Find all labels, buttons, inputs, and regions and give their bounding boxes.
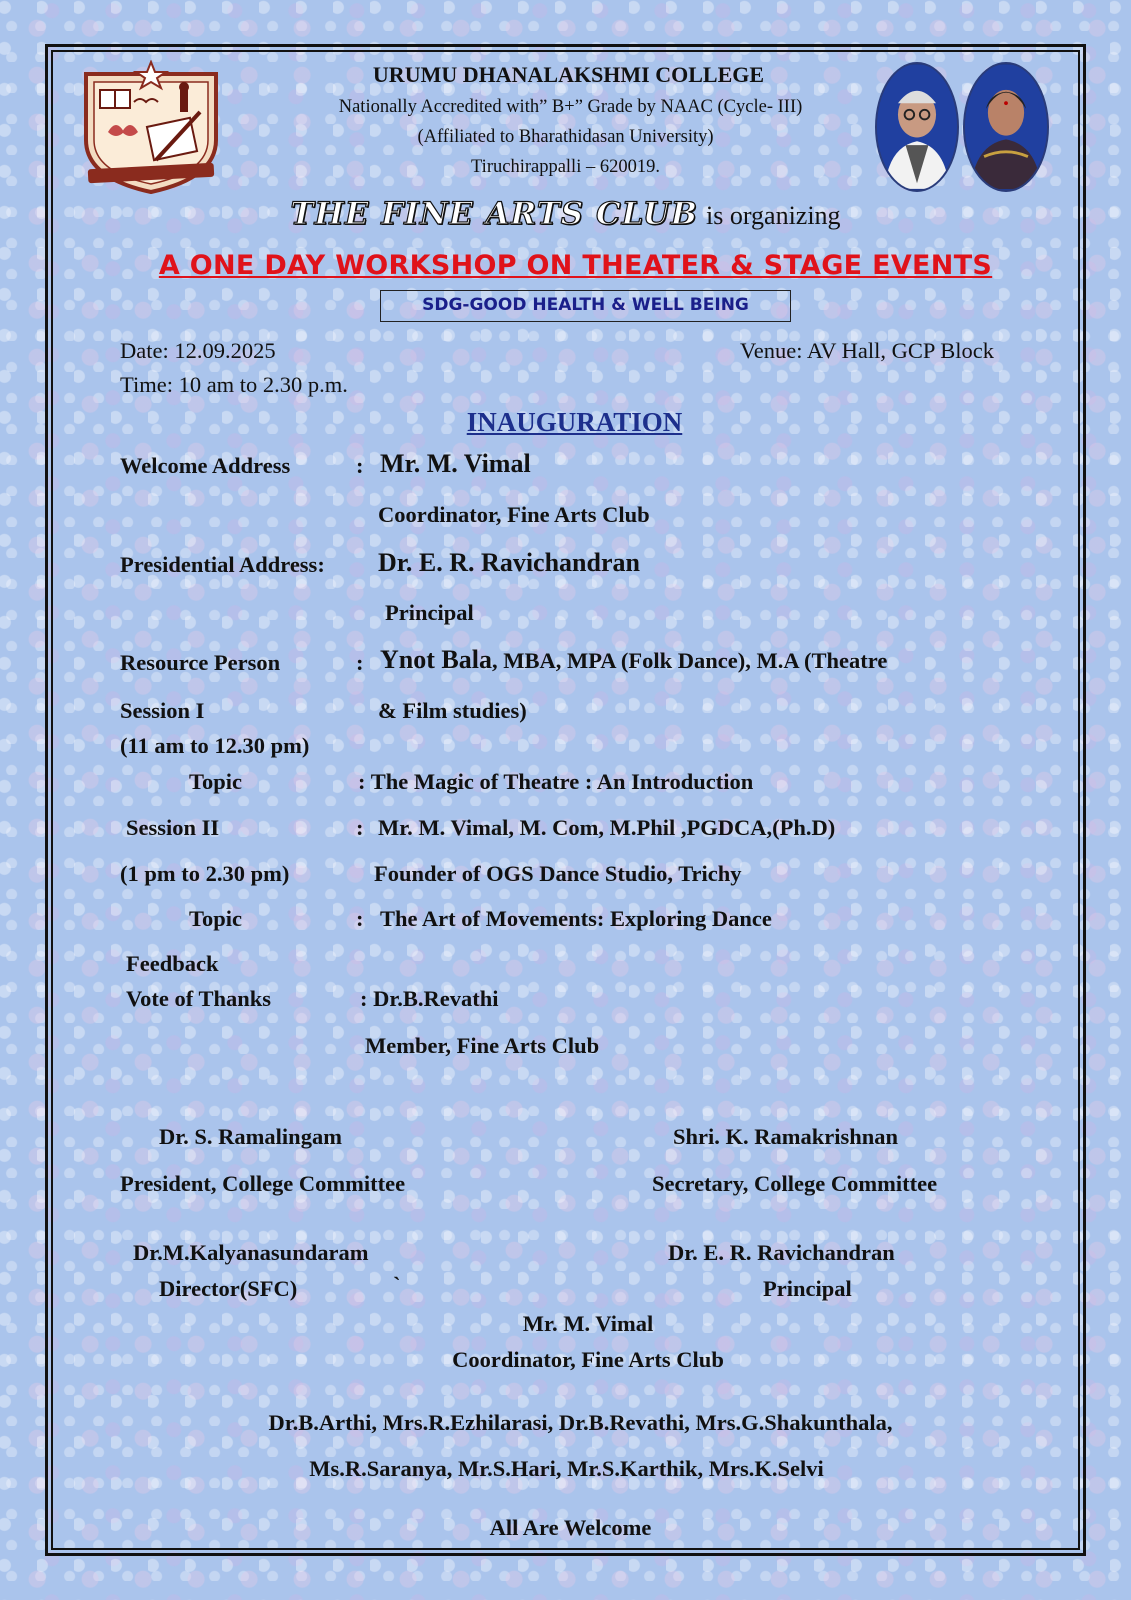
presidential-label: Presidential Address: — [120, 552, 325, 577]
resource-person — [380, 645, 887, 675]
resource-qualifications: , MBA, MPA (Folk Dance), M.A (Theatre — [491, 648, 888, 673]
president-name: Dr. S. Ramalingam — [159, 1124, 342, 1149]
thanks-role: Member, Fine Arts Club — [365, 1033, 600, 1058]
sdg-badge: SDG-GOOD HEALTH & WELL BEING — [380, 290, 791, 322]
all-are-welcome: All Are Welcome — [489, 1515, 652, 1540]
workshop-title: A ONE DAY WORKSHOP ON THEATER & STAGE EVENTS — [158, 250, 993, 281]
session1-label: Session I — [120, 698, 205, 723]
resource-label: Resource Person — [120, 650, 281, 675]
presidential-name: Dr. E. R. Ravichandran — [378, 548, 640, 577]
event-date: Date: 12.09.2025 — [120, 338, 276, 363]
members-line-1: Dr.B.Arthi, Mrs.R.Ezhilarasi, Dr.B.Revathi, Mrs.G.Shakunthala, — [268, 1410, 893, 1435]
welcome-role: Coordinator, Fine Arts Club — [378, 502, 650, 527]
session1-time: (11 am to 12.30 pm) — [120, 733, 310, 758]
coordinator-role: Coordinator, Fine Arts Club — [452, 1347, 724, 1372]
topic2-colon: : — [356, 906, 364, 931]
session2-time: (1 pm to 2.30 pm) — [120, 861, 290, 886]
welcome-label: Welcome Address — [120, 453, 291, 478]
director-role: Director(SFC) — [159, 1276, 298, 1301]
feedback-label: Feedback — [126, 951, 219, 976]
club-announcement — [0, 196, 1131, 232]
topic2-value: The Art of Movements: Exploring Dance — [380, 906, 772, 931]
inauguration-heading: INAUGURATION — [466, 407, 683, 437]
affiliation-line: (Affiliated to Bharathidasan University) — [417, 127, 714, 147]
principal-role: Principal — [763, 1276, 852, 1301]
welcome-colon: : — [356, 453, 364, 478]
topic1-value: : The Magic of Theatre : An Introduction — [358, 769, 754, 794]
event-time: Time: 10 am to 2.30 p.m. — [120, 372, 348, 397]
topic1-label: Topic — [189, 769, 242, 794]
founder-wife-portrait — [963, 62, 1049, 192]
resource-name: Ynot Bala — [380, 645, 492, 674]
thanks-name: : Dr.B.Revathi — [360, 986, 499, 1011]
club-suffix: is organizing — [706, 201, 841, 230]
session2-colon: : — [356, 815, 364, 840]
presidential-role: Principal — [385, 600, 474, 625]
resource-colon: : — [356, 650, 364, 675]
coordinator-name: Mr. M. Vimal — [522, 1311, 654, 1336]
secretary-role: Secretary, College Committee — [652, 1171, 938, 1196]
members-line-2: Ms.R.Saranya, Mr.S.Hari, Mr.S.Karthik, Mrs.K.Selvi — [309, 1456, 824, 1481]
director-mark: ` — [393, 1272, 401, 1297]
thanks-label: Vote of Thanks — [126, 986, 272, 1011]
event-venue: Venue: AV Hall, GCP Block — [740, 338, 994, 363]
director-name: Dr.M.Kalyanasundaram — [133, 1240, 369, 1265]
resource-qualifications-cont: & Film studies) — [378, 698, 527, 723]
president-role: President, College Committee — [120, 1171, 406, 1196]
session2-label: Session II — [126, 815, 220, 840]
address-line: Tiruchirappalli – 620019. — [471, 157, 660, 177]
college-name: URUMU DHANALAKSHMI COLLEGE — [372, 62, 765, 87]
topic2-label: Topic — [189, 906, 242, 931]
session2-speaker: Mr. M. Vimal, M. Com, M.Phil ,PGDCA,(Ph.D) — [378, 815, 836, 840]
club-name: THE FINE ARTS CLUB — [290, 196, 698, 232]
secretary-name: Shri. K. Ramakrishnan — [673, 1124, 899, 1149]
founder-portrait — [875, 62, 959, 192]
welcome-name: Mr. M. Vimal — [380, 449, 531, 478]
principal-name: Dr. E. R. Ravichandran — [668, 1240, 895, 1265]
session2-role: Founder of OGS Dance Studio, Trichy — [374, 861, 742, 886]
accreditation-line: Nationally Accredited with” B+” Grade by NAAC (Cycle- III) — [338, 97, 803, 117]
